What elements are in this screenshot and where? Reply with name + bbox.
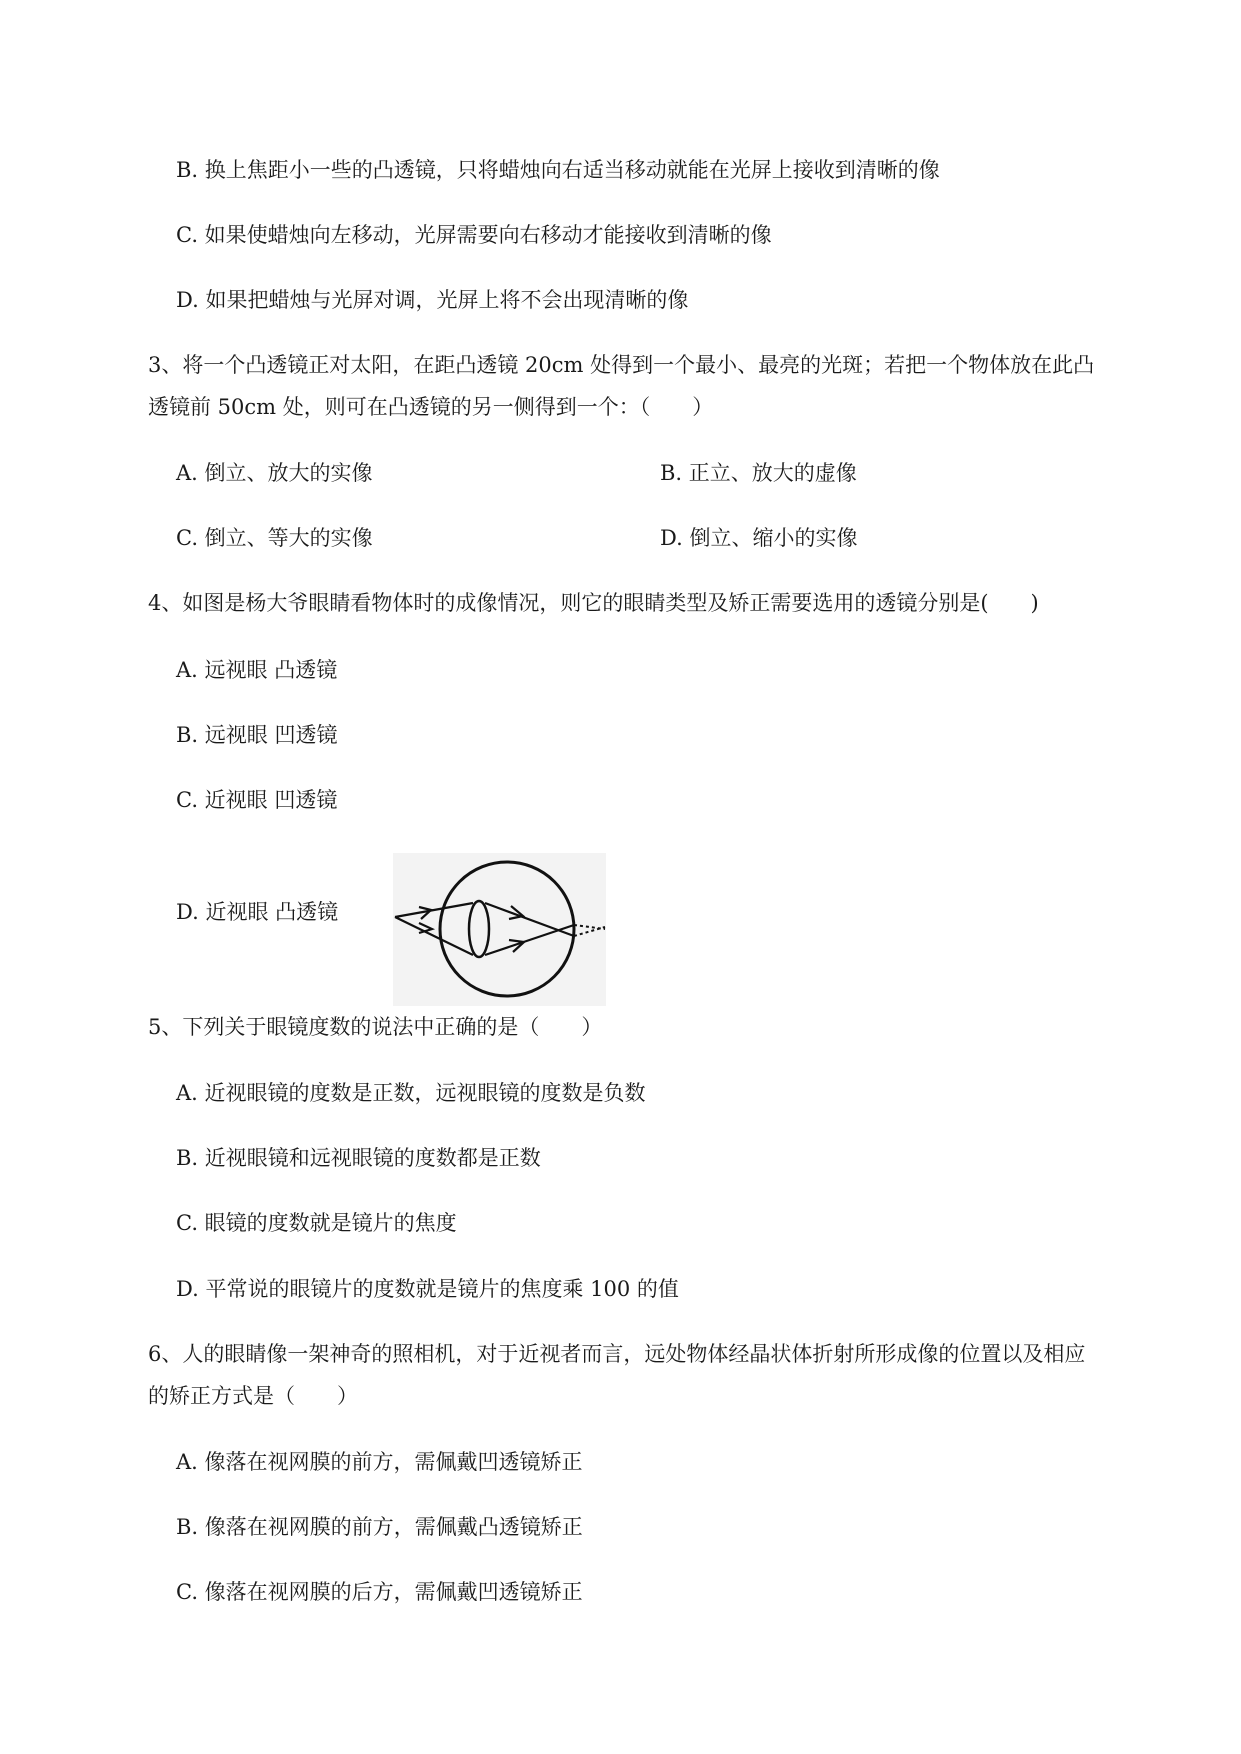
- q4-option-a: A. 远视眼 凸透镜: [176, 658, 338, 682]
- q5-stem: 5、下列关于眼镜度数的说法中正确的是（ ）: [148, 1015, 603, 1039]
- q2-option-c: C. 如果使蜡烛向左移动，光屏需要向右移动才能接收到清晰的像: [176, 223, 772, 247]
- q2-option-b: B. 换上焦距小一些的凸透镜，只将蜡烛向右适当移动就能在光屏上接收到清晰的像: [176, 158, 940, 182]
- q6-option-b: B. 像落在视网膜的前方，需佩戴凸透镜矫正: [176, 1515, 583, 1539]
- q4-option-b: B. 远视眼 凹透镜: [176, 723, 338, 747]
- q2-option-d: D. 如果把蜡烛与光屏对调，光屏上将不会出现清晰的像: [176, 288, 689, 312]
- q5-option-d: D. 平常说的眼镜片的度数就是镜片的焦度乘 100 的值: [176, 1277, 679, 1301]
- refracted-ray-top: [485, 903, 574, 936]
- q5-option-c: C. 眼镜的度数就是镜片的焦度: [176, 1211, 457, 1235]
- q6-option-a: A. 像落在视网膜的前方，需佩戴凹透镜矫正: [176, 1450, 583, 1474]
- eye-lens-ray-diagram-icon: [393, 853, 606, 1006]
- q4-stem: 4、如图是杨大爷眼睛看物体时的成像情况，则它的眼睛类型及矫正需要选用的透镜分别是( ): [148, 591, 1039, 615]
- q3-option-d: D. 倒立、缩小的实像: [660, 526, 858, 550]
- q3-option-b: B. 正立、放大的虚像: [660, 461, 857, 485]
- q5-option-b: B. 近视眼镜和远视眼镜的度数都是正数: [176, 1146, 541, 1170]
- refracted-ray-bottom: [485, 925, 574, 955]
- eye-diagram-svg: [393, 853, 606, 1006]
- q6-option-c: C. 像落在视网膜的后方，需佩戴凹透镜矫正: [176, 1580, 583, 1604]
- incoming-ray-bottom: [395, 917, 473, 955]
- crystalline-lens: [469, 901, 489, 957]
- q3-option-a: A. 倒立、放大的实像: [176, 461, 373, 485]
- q4-option-c: C. 近视眼 凹透镜: [176, 788, 338, 812]
- q6-stem-line2: 的矫正方式是（ ）: [148, 1384, 358, 1408]
- arrow-incoming-bottom: [419, 923, 432, 933]
- q6-stem-line1: 6、人的眼睛像一架神奇的照相机，对于近视者而言，远处物体经晶状体折射所形成像的位置以及相应: [148, 1342, 1086, 1366]
- q5-option-a: A. 近视眼镜的度数是正数，远视眼镜的度数是负数: [176, 1081, 646, 1105]
- q4-option-d: D. 近视眼 凸透镜: [176, 900, 339, 924]
- incoming-ray-top: [395, 903, 473, 917]
- q3-stem-line2: 透镜前 50cm 处，则可在凸透镜的另一侧得到一个：（ ）: [148, 395, 714, 419]
- dashed-extension-bottom: [574, 925, 605, 929]
- q3-stem-line1: 3、将一个凸透镜正对太阳，在距凸透镜 20cm 处得到一个最小、最亮的光斑；若把一个物体放在此凸: [148, 353, 1095, 377]
- q3-option-c: C. 倒立、等大的实像: [176, 526, 373, 550]
